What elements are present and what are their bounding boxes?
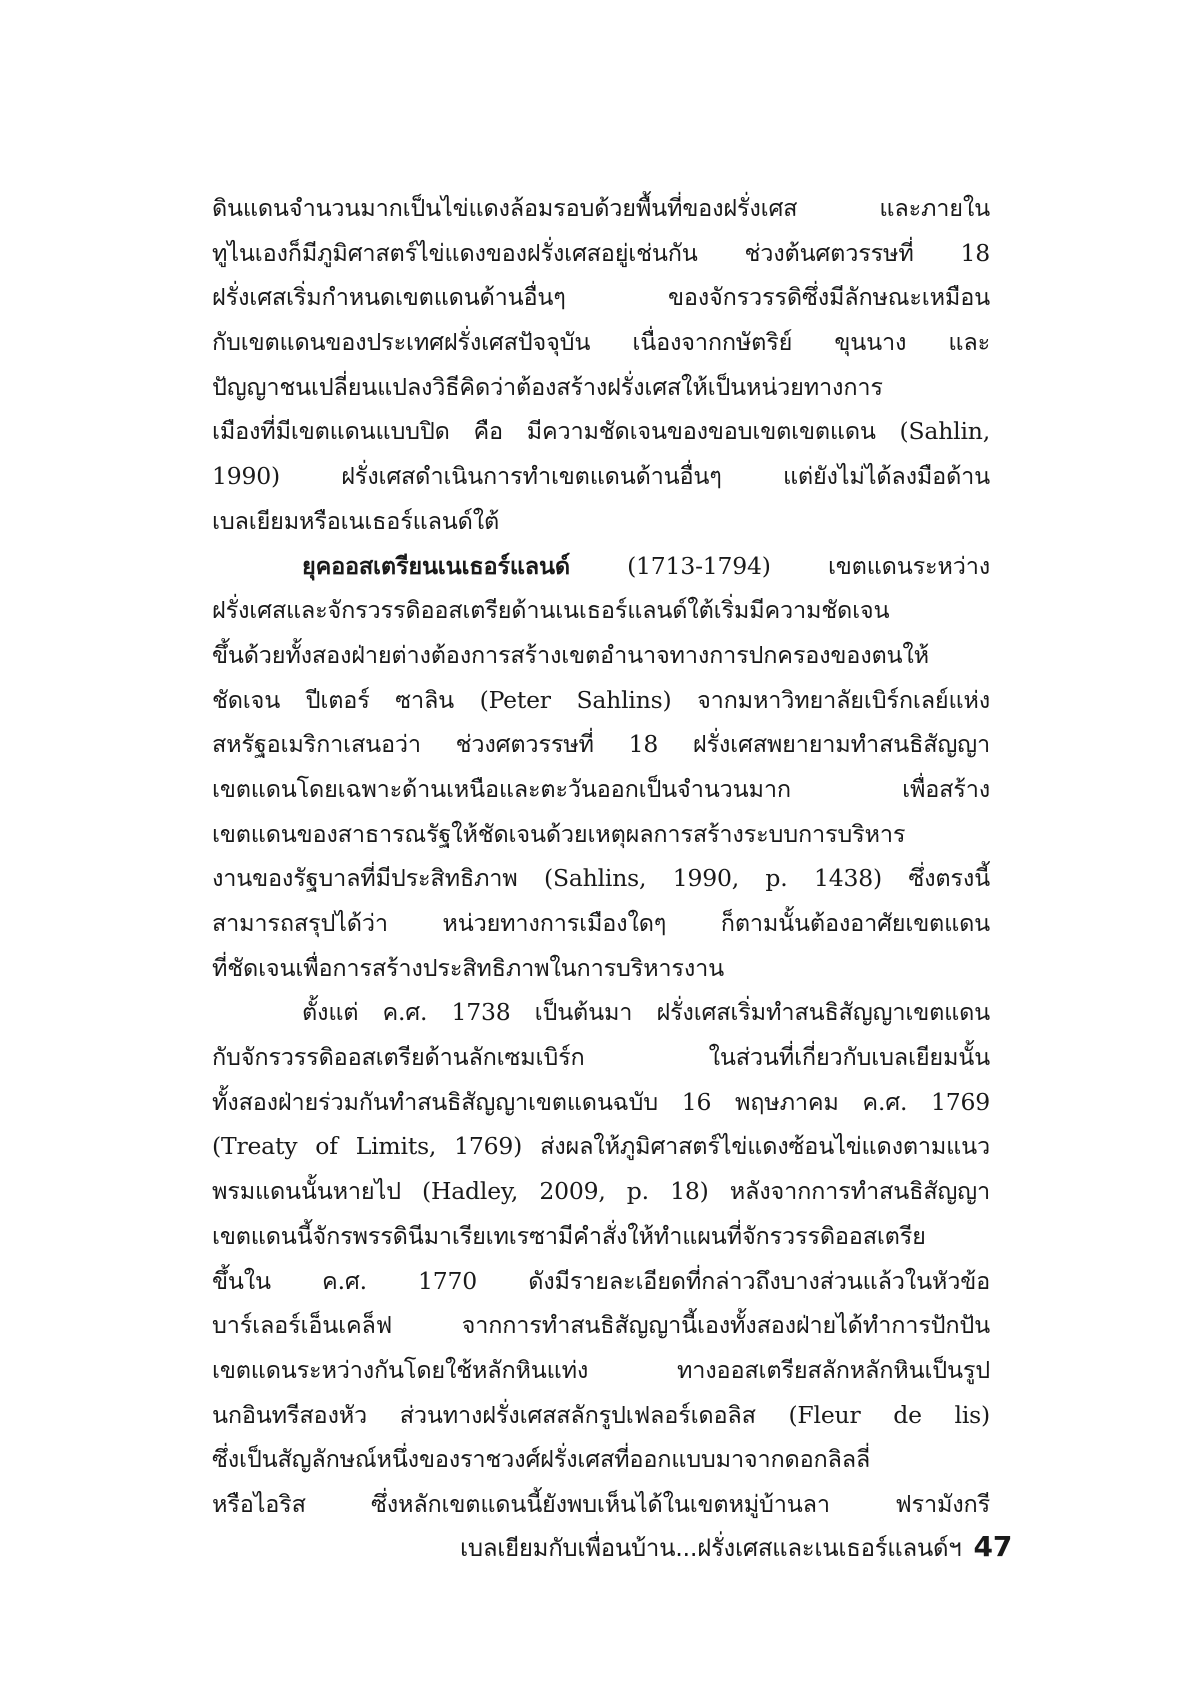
text-line: (Treaty of Limits, 1769) ส่งผลให้ภูมิศาสตร์ไข่แดงซ้อนไข่แดงตามแนว xyxy=(212,1132,990,1161)
paragraph-2 xyxy=(212,544,990,991)
text-line: กับเขตแดนของประเทศฝรั่งเศสปัจจุบัน เนื่องจากกษัตริย์ ขุนนาง และ xyxy=(212,328,990,357)
text-line: ทั้งสองฝ่ายร่วมกันทำสนธิสัญญาเขตแดนฉบับ 16 พฤษภาคม ค.ศ. 1769 xyxy=(212,1087,990,1116)
text-line xyxy=(212,544,990,589)
text-line: สหรัฐอเมริกาเสนอว่า ช่วงศตวรรษที่ 18 ฝรั่งเศสพยายามทำสนธิสัญญา xyxy=(212,730,990,759)
text-fragment: (1713-1794) เขตแดนระหว่าง xyxy=(569,551,990,580)
text-line: 1990) ฝรั่งเศสดำเนินการทำเขตแดนด้านอื่นๆ แต่ยังไม่ได้ลงมือด้าน xyxy=(212,462,990,491)
running-title: เบลเยียมกับเพื่อนบ้าน...ฝรั่งเศสและเนเธอร์แลนด์ฯ xyxy=(460,1534,962,1562)
text-line: เขตแดนของสาธารณรัฐให้ชัดเจนด้วยเหตุผลการสร้างระบบการบริหาร xyxy=(212,819,906,848)
text-line: พรมแดนนั้นหายไป (Hadley, 2009, p. 18) หลังจากการทำสนธิสัญญา xyxy=(212,1177,990,1206)
text-line: ปัญญาชนเปลี่ยนแปลงวิธีคิดว่าต้องสร้างฝรั่งเศสให้เป็นหน่วยทางการ xyxy=(212,372,883,401)
text-line: งานของรัฐบาลที่มีประสิทธิภาพ (Sahlins, 1990, p. 1438) ซึ่งตรงนี้ xyxy=(212,864,990,893)
text-line: สามารถสรุปได้ว่า หน่วยทางการเมืองใดๆ ก็ตามนั้นต้องอาศัยเขตแดน xyxy=(212,909,990,937)
page-footer xyxy=(460,1528,1013,1567)
body-text xyxy=(212,186,990,1527)
paragraph-1 xyxy=(212,186,990,544)
text-line: บาร์เลอร์เอ็นเคล็ฟ จากการทำสนธิสัญญานี้เองทั้งสองฝ่ายได้ทำการปักปัน xyxy=(212,1311,990,1340)
text-line: ทูไนเองก็มีภูมิศาสตร์ไข่แดงของฝรั่งเศสอยู่เช่นกัน ช่วงต้นศตวรรษที่ 18 xyxy=(212,238,990,267)
text-line: หรือไอริส ซึ่งหลักเขตแดนนี้ยังพบเห็นได้ในเขตหมู่บ้านลา ฟรามังกรี xyxy=(212,1489,990,1518)
text-line: เบลเยียมหรือเนเธอร์แลนด์ใต้ xyxy=(212,506,500,535)
text-line: ตั้งแต่ ค.ศ. 1738 เป็นต้นมา ฝรั่งเศสเริ่มทำสนธิสัญญาเขตแดน xyxy=(302,998,990,1027)
text-line: ดินแดนจำนวนมากเป็นไข่แดงล้อมรอบด้วยพื้นที่ของฝรั่งเศส และภายใน xyxy=(212,194,990,222)
text-line: ชัดเจน ปีเตอร์ ซาลิน (Peter Sahlins) จากมหาวิทยาลัยเบิร์กเลย์แห่ง xyxy=(212,685,990,714)
text-line: เขตแดนนี้จักรพรรดินีมาเรียเทเรซามีคำสั่งให้ทำแผนที่จักรวรรดิออสเตรีย xyxy=(212,1221,926,1250)
text-line: เมืองที่มีเขตแดนแบบปิด คือ มีความชัดเจนของขอบเขตเขตแดน (Sahlin, xyxy=(212,417,990,446)
text-line: ซึ่งเป็นสัญลักษณ์หนึ่งของราชวงศ์ฝรั่งเศสที่ออกแบบมาจากดอกลิลลี่ xyxy=(212,1445,871,1474)
paragraph-3 xyxy=(212,990,990,1526)
text-line: กับจักรวรรดิออสเตรียด้านลักเซมเบิร์ก ในส่วนที่เกี่ยวกับเบลเยียมนั้น xyxy=(212,1043,990,1072)
text-line: เขตแดนระหว่างกันโดยใช้หลักหินแท่ง ทางออสเตรียสลักหลักหินเป็นรูป xyxy=(212,1355,990,1384)
text-line: นกอินทรีสองหัว ส่วนทางฝรั่งเศสสลักรูปเฟลอร์เดอลิส (Fleur de lis) xyxy=(212,1400,990,1429)
text-line: ฝรั่งเศสเริ่มกำหนดเขตแดนด้านอื่นๆ ของจักรวรรดิซึ่งมีลักษณะเหมือน xyxy=(212,283,990,312)
section-term: ยุคออสเตรียนเนเธอร์แลนด์ xyxy=(302,551,570,580)
text-line: เขตแดนโดยเฉพาะด้านเหนือและตะวันออกเป็นจำนวนมาก เพื่อสร้าง xyxy=(212,774,990,803)
text-line: ขึ้นใน ค.ศ. 1770 ดังมีรายละเอียดที่กล่าวถึงบางส่วนแล้วในหัวข้อ xyxy=(212,1266,990,1295)
text-line: ที่ชัดเจนเพื่อการสร้างประสิทธิภาพในการบริหารงาน xyxy=(212,953,724,982)
page-number: 47 xyxy=(973,1530,1013,1563)
text-line: ขึ้นด้วยทั้งสองฝ่ายต่างต้องการสร้างเขตอำนาจทางการปกครองของตนให้ xyxy=(212,640,929,669)
text-line: ฝรั่งเศสและจักรวรรดิออสเตรียด้านเนเธอร์แลนด์ใต้เริ่มมีความชัดเจน xyxy=(212,596,890,625)
